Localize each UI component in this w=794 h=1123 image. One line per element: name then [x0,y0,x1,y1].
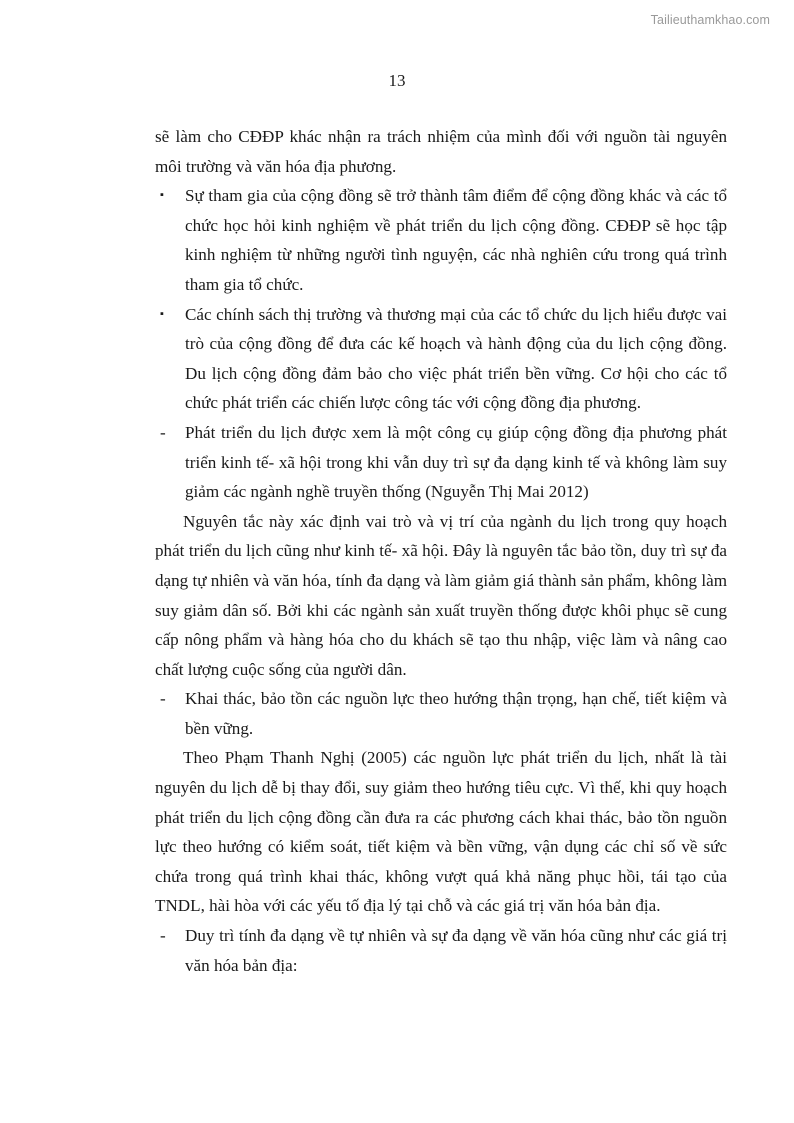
page-number: 13 [388,71,406,90]
dash-bullet-icon: - [160,422,166,442]
dash-bullet-icon: - [160,926,166,946]
bullet-item-text: Sự tham gia của cộng đồng sẽ trở thành tâm điểm để cộng đồng khác và các tổ chức học hỏi kinh nghiệm về phát triển du lịch cộng đồng. CĐĐP sẽ học tập kinh nghiệm từ những người tình nguyện, các nhà nghiên cứu trong quá trình tham gia tổ chức. [185,186,727,294]
dash-list-item [155,418,727,507]
bullet-list-item [155,181,727,299]
watermark-text: Tailieuthamkhao.com [650,13,770,27]
dash-item-text: Duy trì tính đa dạng về tự nhiên và sự đa dạng về văn hóa cũng như các giá trị văn hóa bản địa: [185,926,727,975]
body-paragraph: Nguyên tắc này xác định vai trò và vị trí của ngành du lịch trong quy hoạch phát triển du lịch cũng như kinh tế- xã hội. Đây là nguyên tắc bảo tồn, duy trì sự đa dạng tự nhiên và văn hóa, tính đa dạng và làm giảm giá thành sản phẩm, không làm suy giảm dân số. Bởi khi các ngành sản xuất truyền thống được khôi phục sẽ cung cấp nông phẩm và hàng hóa cho du khách sẽ tạo thu nhập, việc làm và nâng cao chất lượng cuộc sống của người dân. [155,511,727,679]
square-bullet-icon: ▪ [160,189,164,202]
bullet-item-text: Các chính sách thị trường và thương mại của các tổ chức du lịch hiểu được vai trò của cộng đồng để đưa các kế hoạch và hành động của du lịch cộng đồng. Du lịch cộng đồng đảm bảo cho việc phát triển bền vững. Cơ hội cho các tổ chức phát triển các chiến lược công tác với cộng đồng địa phương. [185,304,727,413]
square-bullet-icon: ▪ [160,307,164,320]
page-content [155,122,727,980]
dash-list-item [155,684,727,743]
dash-item-text: Khai thác, bảo tồn các nguồn lực theo hướng thận trọng, hạn chế, tiết kiệm và bền vững. [185,689,727,738]
continued-paragraph: sẽ làm cho CĐĐP khác nhận ra trách nhiệm của mình đối với nguồn tài nguyên môi trường và văn hóa địa phương. [155,127,727,176]
dash-bullet-icon: - [160,689,166,709]
body-paragraph: Theo Phạm Thanh Nghị (2005) các nguồn lực phát triển du lịch, nhất là tài nguyên du lịch dễ bị thay đổi, suy giảm theo hướng tiêu cực. Vì thế, khi quy hoạch phát triển du lịch cộng đồng cần đưa ra các phương cách khai thác, bảo tồn nguồn lực theo hướng có kiểm soát, tiết kiệm và bền vững, vận dụng các chỉ số về sức chứa trong quá trình khai thác, không vượt quá khả năng phục hồi, tái tạo của TNDL, hài hòa với các yếu tố địa lý tại chỗ và các giá trị văn hóa bản địa. [155,748,727,916]
dash-list-item [155,921,727,980]
dash-item-text: Phát triển du lịch được xem là một công cụ giúp cộng đồng địa phương phát triển kinh tế- xã hội trong khi vẫn duy trì sự đa dạng kinh tế và không làm suy giảm các ngành nghề truyền thống (Nguyễn Thị Mai 2012) [185,422,727,502]
bullet-list-item [155,300,727,418]
